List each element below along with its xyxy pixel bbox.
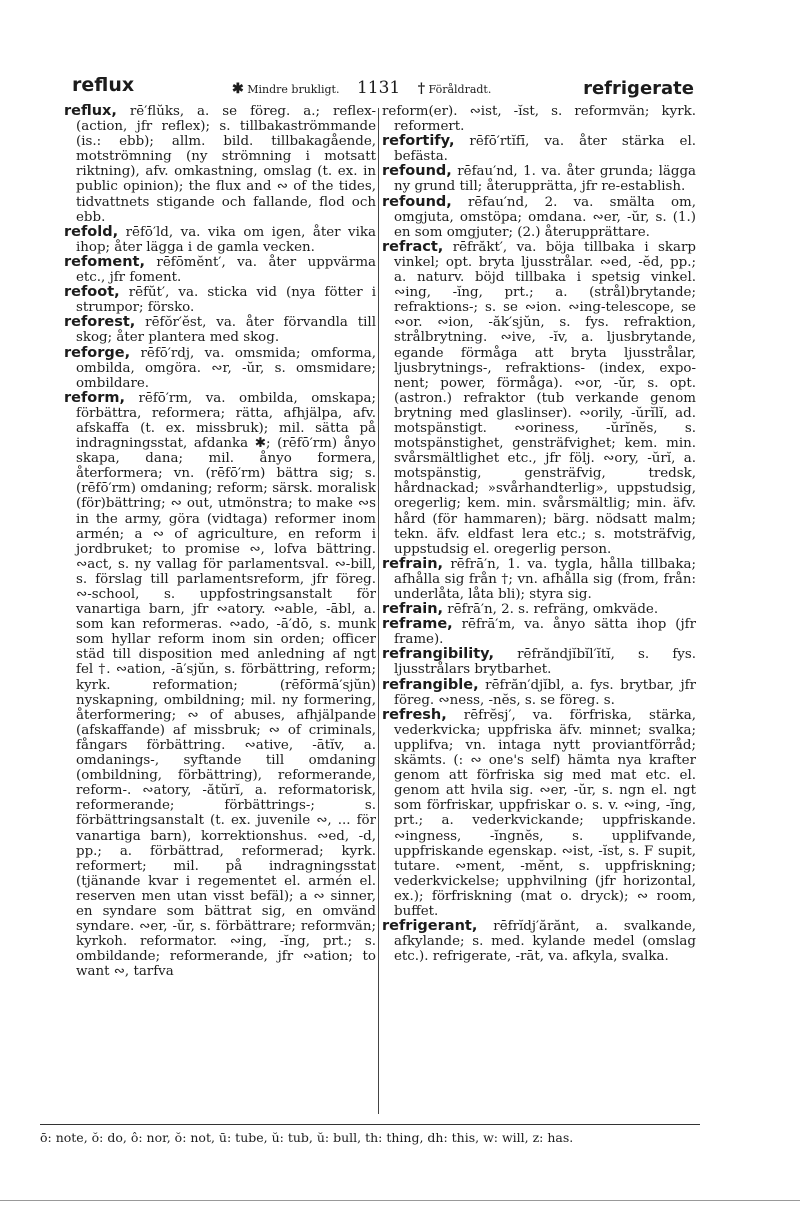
definition: rēfau′nd, 1. va. åter grunda; lägga ny grund till; återupprätta, jfr re-establish. xyxy=(394,164,696,195)
definition: rēfŭt′, va. sticka vid (nya fötter i strumpor; försko. xyxy=(76,285,376,316)
headword: reforge, xyxy=(64,344,131,361)
entry xyxy=(64,225,376,255)
headword: refrigerant, xyxy=(382,918,478,935)
headword: refortify, xyxy=(382,133,455,150)
star-note: Mindre brukligt. xyxy=(247,83,340,96)
definition: rēfō′rm, va. ombilda, omskapa; förbättra, reformera; rätta, afhjälpa, afv. afskaffa (t. ex. missbruk); mil. sätta på indragningsstat, afdanka ✱; (rēfō′rm) ånyo skapa, dana; mil. ånyo formera, återformera; vn. (rēfō′rm) bättra sig; s. (rēfō′rm) omdaning; reform; särsk. moralisk (för)bättring; ∾ out, utmönstra; to make ∾s in the army, göra (vidtaga) reformer inom armén; a ∾ of agriculture, en reform i jordbruket; to promise ∾, lofva bättring. ∾act, s. ny vallag för parlamentsval. ∾-bill, s. förslag till parlamentsreform, jfr föreg. ∾-school, s. uppfostringsanstalt för vanartiga barn, jfr ∾atory. ∾able, -ābl, a. som kan reformeras. ∾ado, -ā′dō, s. munk som hyllar reform inom sin orden; officer städ till disposition med anledning af ngt fel †. ∾ation, -ā′sjŭn, s. förbättring, reform; kyrk. reformation; (rēfōrmā′sjŭn) nyskapning, ombildning; mil. ny formering, återformering; ∾ of abuses, afhjälpande (afskaffande) af missbruk; ∾ of criminals, fångars förbättring. ∾ative, -ātĭv, a. omdanings-, syftande till omdaning (ombildning, förbättring), reformerande, reform-. ∾atory, -ătŭrĭ, a. reformatorisk, reformerande; förbättrings-; s. förbättringsanstalt (t. ex. juvenile ∾, ... för vanartiga barn), korrektionshus. ∾ed, -d, pp.; a. förbättrad, reformerad; kyrk. reformert; mil. på indragningsstat (tjänande kvar i regementet el. armén el. reserven men utan visst befäl); a ∾ sinner, en syndare som bättrat sig, en omvänd syndare. ∾er, -ŭr, s. förbättrare; reformvän; kyrkoh. reformator. ∾ing, -ĭng, prt.; s. ombildande; reformerande, jfr ∾ation; to want ∾, tarfva xyxy=(76,390,376,980)
definition: rēfrăndjĭbĭl′ĭtĭ, s. fys. ljusstrålars brytbarhet. xyxy=(394,647,696,678)
headword: refoot, xyxy=(64,284,120,301)
headword: refract, xyxy=(382,238,444,255)
footer-divider xyxy=(40,1124,700,1125)
entry xyxy=(382,195,696,240)
definition: rēfrā′n, 1. va. tygla, hålla tillbaka; afhålla sig från †; vn. afhålla sig (from, från: underlåta, låta bli); styra sig. xyxy=(394,556,696,602)
left-guide-word: reflux xyxy=(72,74,135,96)
definition: rēfŏr′ĕst, va. åter förvandla till skog; åter plantera med skog. xyxy=(76,315,376,346)
definition: rēfōmĕnt′, va. åter uppvärma etc., jfr foment. xyxy=(76,254,376,286)
entry xyxy=(382,647,696,677)
page-header xyxy=(72,72,694,102)
pronunciation-key: ō: note, ŏ: do, ô: nor, ŏ: not, ū: tube, ŭ: tub, ŭ: bull, th: thing, dh: this, w: will, z: has. xyxy=(40,1130,574,1145)
headword: reframe, xyxy=(382,616,453,633)
definition: rēfrā′m, va. ånyo sätta ihop (jfr frame). xyxy=(394,617,696,648)
entry xyxy=(382,557,696,602)
definition: rēfrĭdj′ărănt, a. svalkande, afkylande; s. med. kylande medel (omslag etc.). refrigerate, -rāt, va. afkyla, svalka. xyxy=(394,919,696,965)
page-edge-line xyxy=(0,1200,800,1201)
left-column xyxy=(64,104,376,1120)
entry xyxy=(382,602,696,617)
definition: rēfau′nd, 2. va. smälta om, omgjuta, omstöpa; omdana. ∾er, -ŭr, s. (1.) en som omgjuter; (2.) återupprättare. xyxy=(394,194,696,240)
entry xyxy=(382,678,696,708)
headword: refound, xyxy=(382,193,452,210)
headword: refresh, xyxy=(382,706,447,723)
entry xyxy=(382,240,696,557)
entry xyxy=(382,617,696,647)
entry xyxy=(64,255,376,285)
dagger-symbol: † xyxy=(417,81,426,97)
entry xyxy=(64,391,376,980)
entry xyxy=(382,134,696,164)
dagger-note: Föråldradt. xyxy=(428,83,492,96)
headword: refrangibility, xyxy=(382,646,494,663)
definition: rē′flŭks, a. se föreg. a.; reflex- (action, jfr reflex); s. tillbakaströmmande (is.: ebb); allm. bild. tillbakagående, motströmning (ny strömning i motsatt riktning), afv. omkastning, omslag (t. ex. in public opinion); the flux and ∾ of the tides, tidvattnets stigande och fallande, flod och ebb. xyxy=(76,104,376,225)
headword: refrain, xyxy=(382,555,444,572)
headword: refound, xyxy=(382,163,452,180)
page-number: 1131 xyxy=(356,78,401,98)
headword: reform, xyxy=(64,389,126,406)
headword: refrain, xyxy=(382,601,444,618)
right-guide-word: refrigerate xyxy=(583,78,694,99)
definition: rēfō′ld, va. vika om igen, åter vika ihop; åter lägga i de gamla vecken. xyxy=(76,224,376,255)
right-column xyxy=(382,104,696,1120)
definition: rēfrā′n, 2. s. refräng, omkväde. xyxy=(443,602,659,618)
entry xyxy=(382,708,696,919)
definition: reform(er). ∾ist, -ĭst, s. reformvän; kyrk. reformert. xyxy=(382,104,696,135)
header-legend xyxy=(232,78,562,98)
star-symbol: ✱ xyxy=(232,81,244,97)
definition: rēfrĕsj′, va. förfriska, stärka, vederkvicka; uppfriska äfv. minnet; svalka; upplifva; vn. intaga nytt proviantförråd; skämts. (: ∾ one's self) hämta nya krafter genom att förfriska sig med mat etc. el. genom att hvila sig. ∾er, -ŭr, s. ngn el. ngt som förfriskar, uppfriskar o. s. v. ∾ing, -ĭng, prt.; a. vederkvickande; uppfriskande. ∾ingness, -ĭngnĕs, s. upplifvande, uppfriskande egenskap. ∾ist, -ĭst, s. F supit, tutare. ∾ment, -mĕnt, s. uppfriskning; vederkvickelse; upphvilning (jfr horizontal, ex.); förfriskning (mat o. dryck); ∾ room, buffet. xyxy=(394,707,696,919)
headword: refoment, xyxy=(64,253,145,270)
entry xyxy=(382,919,696,964)
entry xyxy=(64,315,376,345)
entry xyxy=(382,164,696,194)
definition: rēfō′rtĭfī, va. åter stärka el. befästa. xyxy=(394,134,696,165)
definition: rēfrăkt′, va. böja tillbaka i skarp vinkel; opt. bryta ljusstrålar. ∾ed, -ĕd, pp.; a. naturv. böjd tillbaka i spetsig vinkel. ∾ing, -ĭng, prt.; a. (strål)brytande; refraktions-; s. se ∾ion. ∾ing-telescope, se ∾or. ∾ion, -ăk′sjŭn, s. fys. refraktion, strålbrytning. ∾ive, -ĭv, a. ljusbrytande, egande förmåga att bryta ljusstrålar, ljusbrytnings-, refraktions- (index, exponent; power, förmåga). ∾or, -ŭr, s. opt. (astron.) refraktor (tub verkande genom brytning med glaslinser). ∾orily, -ŭrĭlĭ, ad. motspänstigt. ∾oriness, -ŭrĭnĕs, s. motspänstighet, gensträfvighet; kem. min. svårsmältlighet etc., jfr följ. ∾ory, -ŭrĭ, a. motspänstig, gensträfvig, tredsk, hårdnackad; »svårhandterlig», uppstudsig, oregerlig; kem. min. svårsmältlig; min. äfv. hård (för hammaren); bärg. nödsatt malm; tekn. äfv. eldfast lera etc.; s. motsträfvig, uppstudsig el. oregerlig person. xyxy=(394,239,696,557)
entry xyxy=(64,285,376,315)
entry xyxy=(64,346,376,391)
definition: rēfō′rdj, va. omsmida; omforma, ombilda, omgöra. ∾r, -ŭr, s. omsmidare; ombildare. xyxy=(76,345,376,391)
entry xyxy=(382,104,696,134)
headword: refold, xyxy=(64,223,119,240)
definition: rēfrăn′djĭbl, a. fys. brytbar, jfr föreg. ∾ness, -nĕs, s. se föreg. s. xyxy=(394,677,696,708)
entry xyxy=(64,104,376,225)
headword: reforest, xyxy=(64,314,136,331)
headword: refrangible, xyxy=(382,676,479,693)
column-divider xyxy=(378,108,379,1114)
headword: reflux, xyxy=(64,104,117,119)
